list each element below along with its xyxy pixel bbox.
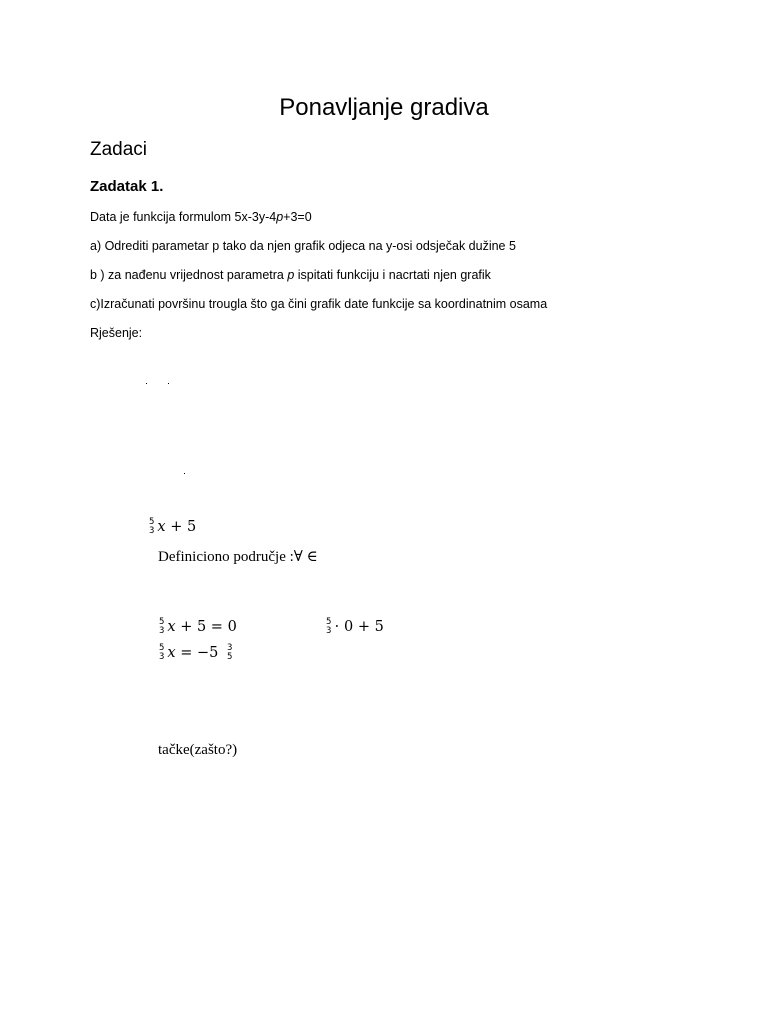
- fraction-numerator: 5: [326, 617, 332, 627]
- fraction-reciprocal: [227, 644, 232, 662]
- task-line-function-variable: p: [276, 210, 284, 224]
- task-line-a: a) Odrediti parametar p tako da njen grafik odjeca na y-osi odsječak dužine 5: [90, 239, 516, 253]
- fraction: [149, 518, 154, 536]
- task-line-function-text: Data je funkcija formulom 5x-3y-4: [90, 210, 277, 224]
- equation-rest: = −5: [175, 645, 219, 661]
- fraction-denominator: 3: [326, 626, 332, 636]
- stray-dot: [184, 473, 185, 474]
- task-line-b-variable: p: [287, 268, 295, 282]
- task-line-b: [90, 268, 491, 282]
- fraction-numerator: 5: [159, 643, 165, 653]
- section-heading: Zadaci: [90, 139, 148, 160]
- fraction-denominator: 3: [159, 652, 165, 662]
- task-line-function: [90, 210, 312, 224]
- zero-equation: [159, 618, 237, 636]
- variable-x: x: [167, 619, 176, 635]
- equation-rest: ⋅ 0 + 5: [334, 619, 384, 635]
- fraction: [159, 618, 164, 636]
- y-intercept-equation: [326, 618, 384, 636]
- task-line-c: c)Izračunati površinu trougla što ga čini grafik date funkcije sa koordinatnim osama: [90, 297, 548, 311]
- solution-label: Rješenje:: [90, 326, 143, 340]
- fraction-numerator: 5: [159, 617, 165, 627]
- points-label: tačke(zašto?): [158, 742, 238, 758]
- stray-dot: [146, 383, 147, 384]
- equation-rest: + 5 = 0: [175, 619, 237, 635]
- task-heading: Zadatak 1.: [90, 178, 164, 195]
- task-line-b-text-end: ispitati funkciju i nacrtati njen grafik: [294, 268, 491, 282]
- fraction: [326, 618, 331, 636]
- fraction-numerator: 5: [149, 517, 155, 527]
- task-line-b-text: b ) za nađenu vrijednost parametra: [90, 268, 288, 282]
- task-line-function-text-end: +3=0: [283, 210, 312, 224]
- function-equation: [149, 518, 196, 536]
- variable-x: x: [157, 519, 166, 535]
- equation-rest: + 5: [165, 519, 197, 535]
- fraction-denominator: 3: [149, 526, 155, 536]
- fraction: [159, 644, 164, 662]
- stray-dot: [168, 383, 169, 384]
- fraction-denominator: 3: [159, 626, 165, 636]
- variable-x: x: [167, 645, 176, 661]
- solve-equation: [159, 644, 235, 662]
- page-title: Ponavljanje gradiva: [279, 94, 489, 121]
- fraction-denominator: 5: [226, 652, 233, 662]
- domain-label: Definiciono područje :∀ ∈: [158, 549, 318, 565]
- fraction-numerator: 3: [226, 643, 233, 653]
